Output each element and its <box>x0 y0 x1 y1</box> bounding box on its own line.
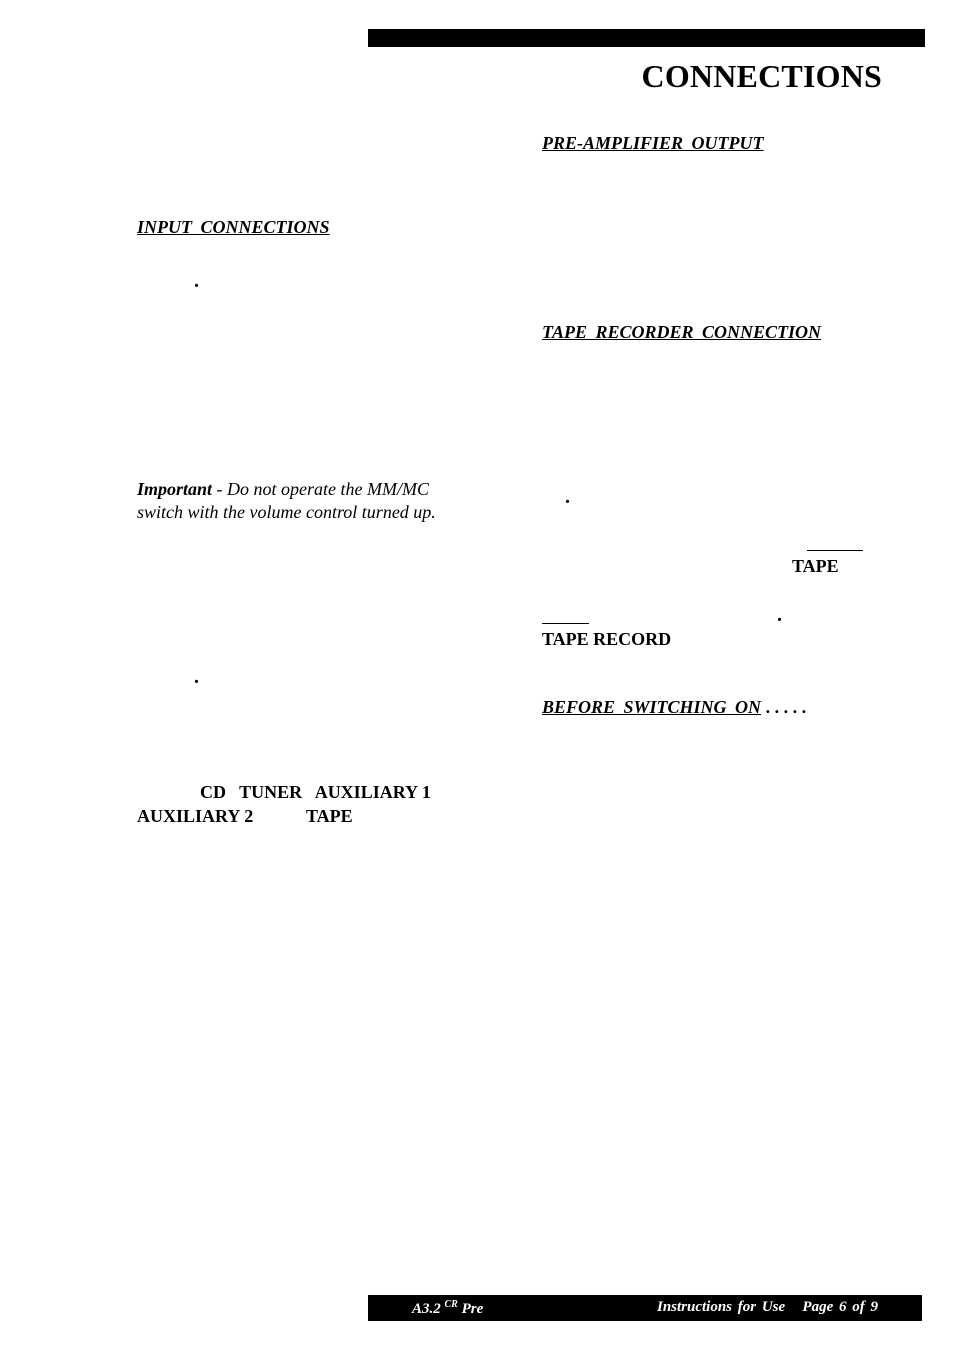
model-superscript: CR <box>444 1299 458 1310</box>
inputs-list-line1: CD TUNER AUXILIARY 1 <box>200 782 431 802</box>
tape-record-label: TAPE RECORD <box>542 629 672 649</box>
footer-model <box>412 1299 483 1318</box>
overline-rule <box>807 550 863 551</box>
footer-bar <box>368 1295 922 1321</box>
inputs-list-tape: TAPE <box>306 806 353 826</box>
model-suffix: Pre <box>461 1301 484 1317</box>
overline-rule <box>542 623 589 624</box>
important-text-line2: switch with the volume control turned up. <box>137 502 436 522</box>
input-connections-heading: INPUT CONNECTIONS <box>137 217 330 237</box>
bullet-dot: . <box>194 666 199 688</box>
bullet-dot: . <box>565 486 570 508</box>
important-text-line1: - Do not operate the MM/MC <box>212 479 429 499</box>
preamp-output-heading: PRE-AMPLIFIER OUTPUT <box>542 133 764 153</box>
bullet-dot: . <box>194 270 199 292</box>
tape-label: TAPE <box>792 556 839 576</box>
bullet-dot: . <box>777 604 782 626</box>
inputs-list-aux2: AUXILIARY 2 <box>137 806 254 826</box>
tape-recorder-heading: TAPE RECORDER CONNECTION <box>542 322 822 342</box>
before-dots: . . . . . <box>761 697 807 717</box>
footer-page-info: Instructions for Use Page 6 of 9 <box>656 1299 878 1315</box>
before-switching-heading: BEFORE SWITCHING ON <box>542 697 762 717</box>
important-label: Important <box>137 479 213 499</box>
page-title: CONNECTIONS <box>641 58 882 94</box>
important-note <box>137 478 497 524</box>
model-name: A3.2 <box>412 1301 441 1317</box>
before-switching-on <box>542 697 806 718</box>
header-bar <box>368 29 925 47</box>
